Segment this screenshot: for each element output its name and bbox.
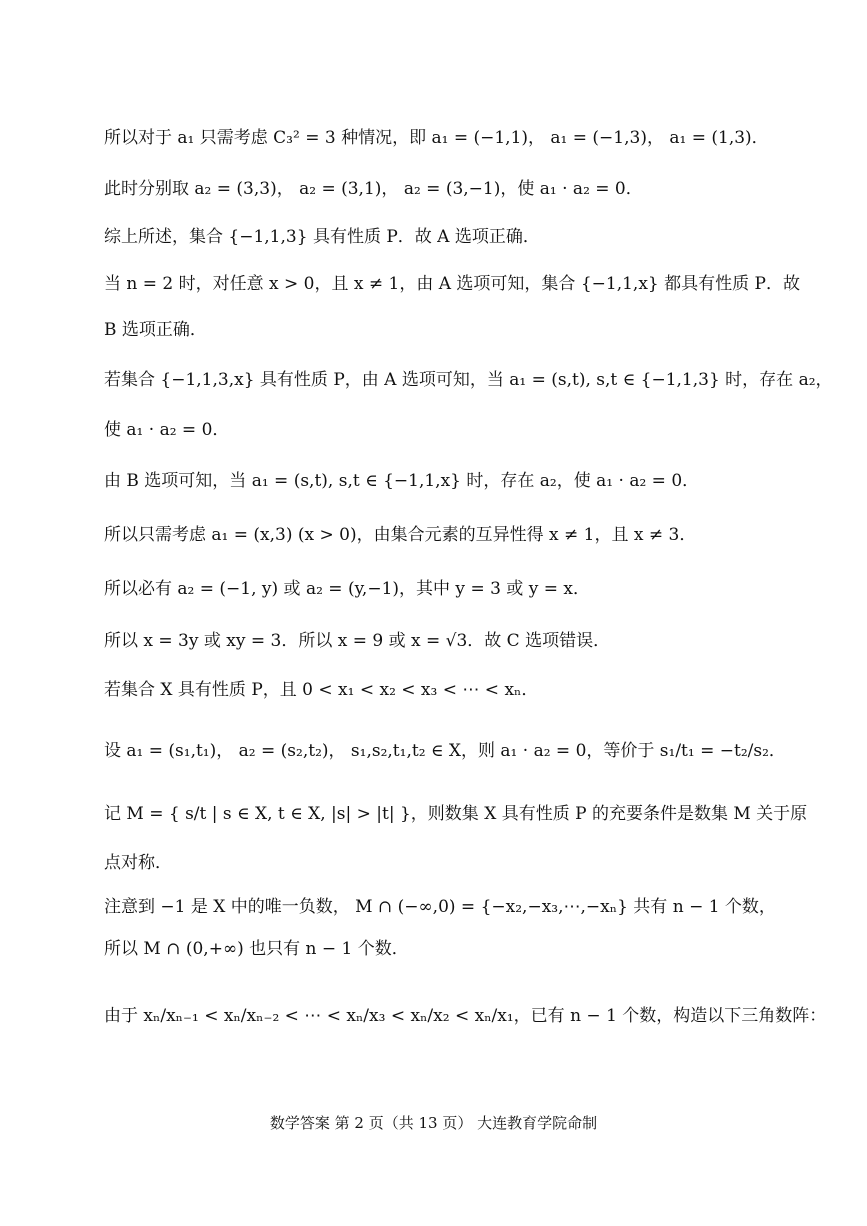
page-footer: 数学答案 第 2 页（共 13 页） 大连教育学院命制	[269, 1114, 598, 1132]
text-line: 点对称．	[104, 853, 172, 873]
text-line: 使 a₁ · a₂ = 0．	[104, 420, 230, 440]
text-line: 若集合 {−1,1,3,x} 具有性质 P，由 A 选项可知，当 a₁ = (s,t), s,t ∈ {−1,1,3} 时，存在 a₂，	[104, 370, 833, 390]
text-line: 所以只需考虑 a₁ = (x,3) (x > 0)，由集合元素的互异性得 x ≠ 1，且 x ≠ 3．	[104, 525, 697, 545]
text-line: 设 a₁ = (s₁,t₁)， a₂ = (s₂,t₂)， s₁,s₂,t₁,t₂ ∈ X，则 a₁ · a₂ = 0，等价于 s₁/t₁ = −t₂/s₂．	[104, 741, 786, 761]
text-line: 此时分别取 a₂ = (3,3)， a₂ = (3,1)， a₂ = (3,−1)，使 a₁ · a₂ = 0．	[104, 179, 643, 199]
text-line: 所以 x = 3y 或 xy = 3．所以 x = 9 或 x = √3．故 C 选项错误．	[104, 631, 611, 651]
text-line: 综上所述，集合 {−1,1,3} 具有性质 P．故 A 选项正确．	[104, 227, 540, 247]
text-line: 所以对于 a₁ 只需考虑 C₃² = 3 种情况，即 a₁ = (−1,1)， a₁ = (−1,3)， a₁ = (1,3)．	[104, 128, 769, 148]
text-line: 由于 xₙ/xₙ₋₁ < xₙ/xₙ₋₂ < ⋯ < xₙ/x₃ < xₙ/x₂ < xₙ/x₁，已有 n − 1 个数，构造以下三角数阵：	[104, 1006, 827, 1026]
text-line: 若集合 X 具有性质 P，且 0 < x₁ < x₂ < x₃ < ⋯ < xₙ．	[104, 680, 539, 700]
text-line: 注意到 −1 是 X 中的唯一负数， M ∩ (−∞,0) = {−x₂,−x₃,⋯,−xₙ} 共有 n − 1 个数，	[104, 897, 776, 917]
text-line: 所以 M ∩ (0,+∞) 也只有 n − 1 个数．	[104, 939, 409, 959]
text-line: 记 M = { s/t | s ∈ X, t ∈ X, |s| > |t| }，则数集 X 具有性质 P 的充要条件是数集 M 关于原	[104, 804, 808, 824]
text-line: 所以必有 a₂ = (−1, y) 或 a₂ = (y,−1)，其中 y = 3 或 y = x．	[104, 579, 590, 599]
text-line: 当 n = 2 时，对任意 x > 0，且 x ≠ 1，由 A 选项可知，集合 {−1,1,x} 都具有性质 P．故	[104, 274, 800, 294]
text-line: B 选项正确．	[104, 320, 207, 340]
text-line: 由 B 选项可知，当 a₁ = (s,t), s,t ∈ {−1,1,x} 时，存在 a₂，使 a₁ · a₂ = 0．	[104, 471, 700, 491]
